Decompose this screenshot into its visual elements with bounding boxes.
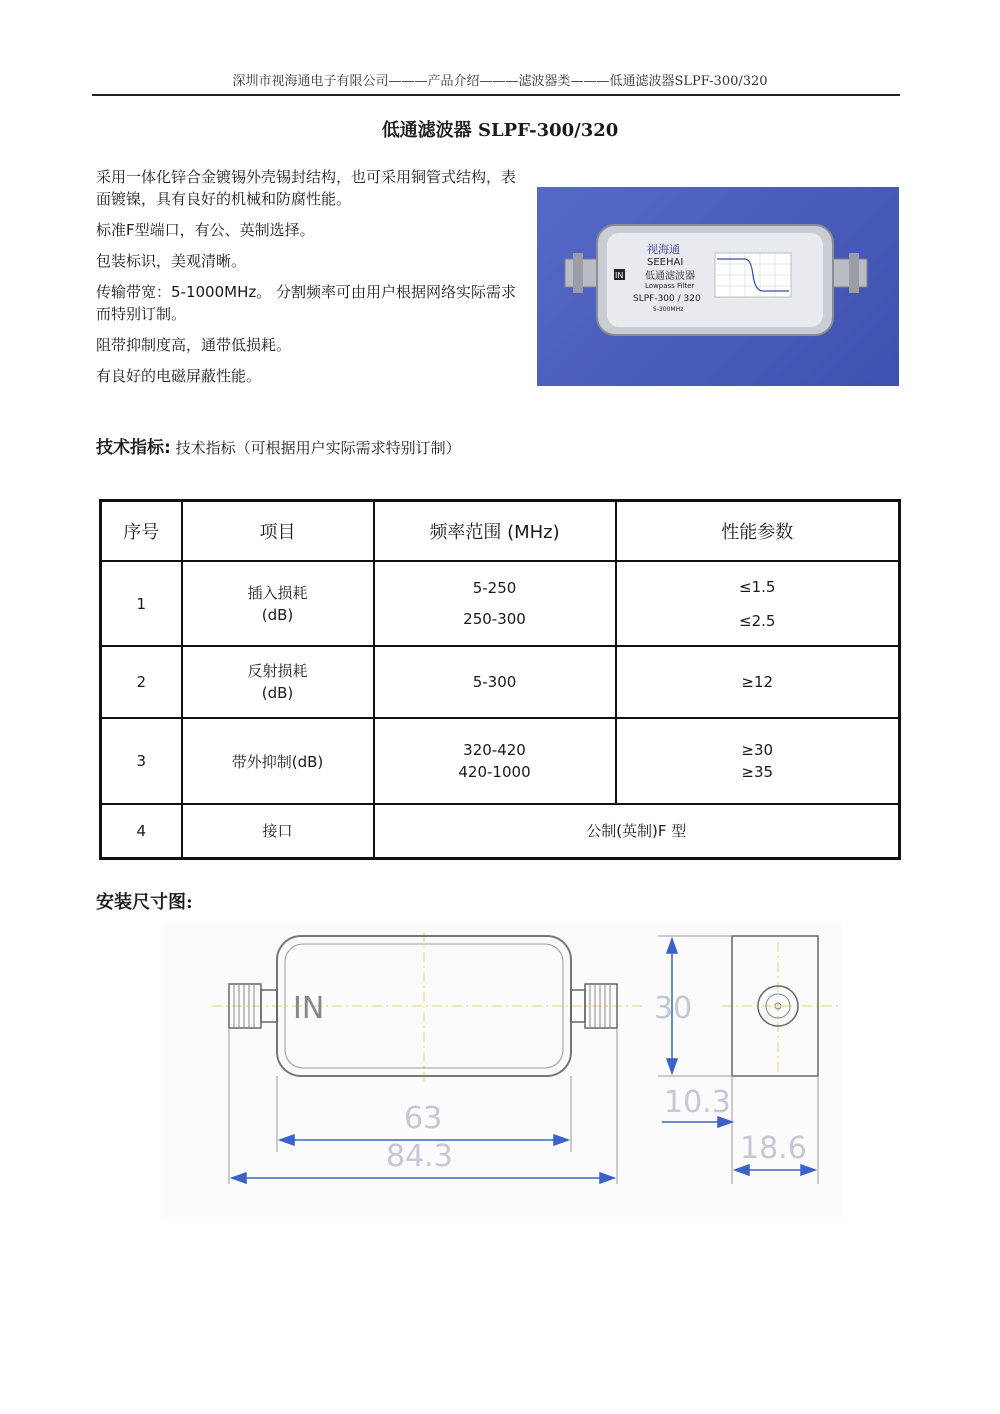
header-divider bbox=[92, 94, 900, 96]
column-header: 频率范围 (MHz) bbox=[374, 501, 616, 562]
row-value bbox=[616, 561, 900, 646]
merged-value: 公制(英制)F 型 bbox=[374, 804, 900, 858]
frequency-range: 5-300 bbox=[374, 646, 616, 718]
intro-text bbox=[96, 166, 526, 396]
intro-paragraph: 传输带宽：5-1000MHz。 分割频率可由用户根据网络实际需求而特别订制。 bbox=[96, 283, 516, 323]
row-frequency bbox=[374, 718, 616, 804]
table-row bbox=[101, 646, 900, 718]
row-item bbox=[182, 646, 374, 718]
label-brand-en: SEEHAI bbox=[647, 257, 684, 268]
table-row bbox=[101, 804, 900, 858]
row-number: 1 bbox=[101, 561, 182, 646]
intro-paragraph: 有良好的电磁屏蔽性能。 bbox=[96, 367, 262, 385]
dimension-drawing bbox=[162, 922, 842, 1218]
intro-paragraph: 采用一体化锌合金镀锡外壳锡封结构，也可采用铜管式结构，表面镀镍，具有良好的机械和防腐性能。 bbox=[96, 168, 517, 208]
dimension-total-length: 84.3 bbox=[386, 1139, 453, 1174]
performance-value: ≥12 bbox=[616, 646, 900, 718]
dimension-depth: 18.6 bbox=[740, 1131, 807, 1166]
performance-value: ≤2.5 bbox=[739, 611, 776, 630]
label-name-en: Lowpass Filter bbox=[645, 282, 695, 290]
item-name: 插入损耗 bbox=[247, 583, 308, 602]
row-value bbox=[616, 718, 900, 804]
intro-paragraph: 标准F型端口，有公、英制选择。 bbox=[96, 221, 315, 239]
item-unit: (dB) bbox=[261, 605, 294, 624]
row-item bbox=[182, 561, 374, 646]
label-model: SLPF-300 / 320 bbox=[633, 294, 701, 304]
dimension-body-length: 63 bbox=[404, 1101, 443, 1136]
label-name-cn: 低通滤波器 bbox=[645, 271, 695, 282]
frequency-range: 320-420 bbox=[463, 741, 526, 759]
row-frequency bbox=[374, 561, 616, 646]
row-number: 2 bbox=[101, 646, 182, 718]
spec-heading bbox=[96, 433, 461, 458]
intro-paragraph: 阻带抑制度高，通带低损耗。 bbox=[96, 336, 292, 354]
label-band: 5-300MHz bbox=[653, 306, 684, 313]
frequency-range: 5-250 bbox=[472, 579, 517, 597]
label-brand-cn: 视海通 bbox=[647, 243, 680, 256]
intro-paragraph: 包装标识，美观清晰。 bbox=[96, 252, 247, 270]
table-row bbox=[101, 718, 900, 804]
table-header-row bbox=[101, 501, 900, 562]
product-photo-graphic bbox=[537, 187, 899, 386]
dimension-offset: 10.3 bbox=[664, 1085, 731, 1120]
column-header: 项目 bbox=[182, 501, 374, 562]
performance-value: ≥30 bbox=[741, 741, 774, 759]
item-name: 接口 bbox=[182, 804, 374, 858]
frequency-range: 250-300 bbox=[463, 610, 526, 628]
spec-table bbox=[99, 499, 901, 860]
item-name: 反射损耗 bbox=[247, 662, 308, 680]
column-header: 性能参数 bbox=[616, 501, 900, 562]
drawing-port-label: IN bbox=[293, 991, 325, 1026]
frequency-range: 420-1000 bbox=[458, 763, 531, 781]
page-title: 低通滤波器 SLPF-300/320 bbox=[381, 120, 619, 141]
performance-value: ≥35 bbox=[741, 763, 774, 781]
performance-value: ≤1.5 bbox=[739, 577, 776, 596]
table-row bbox=[101, 561, 900, 646]
product-photo bbox=[537, 187, 899, 386]
dimension-heading: 安装尺寸图: bbox=[96, 892, 193, 913]
column-header: 序号 bbox=[101, 501, 182, 562]
item-unit: (dB) bbox=[261, 684, 294, 702]
dimension-height: 30 bbox=[654, 991, 693, 1026]
row-number: 3 bbox=[101, 718, 182, 804]
spec-heading-note: 技术指标（可根据用户实际需求特别订制） bbox=[175, 439, 461, 457]
label-port: IN bbox=[615, 271, 624, 280]
dimension-drawing-graphic bbox=[162, 922, 842, 1218]
item-name: 带外抑制(dB) bbox=[182, 718, 374, 804]
row-number: 4 bbox=[101, 804, 182, 858]
spec-heading-bold: 技术指标: bbox=[96, 438, 171, 458]
page-header: 深圳市视海通电子有限公司———产品介绍———滤波器类———低通滤波器SLPF-300/320 bbox=[232, 74, 768, 89]
